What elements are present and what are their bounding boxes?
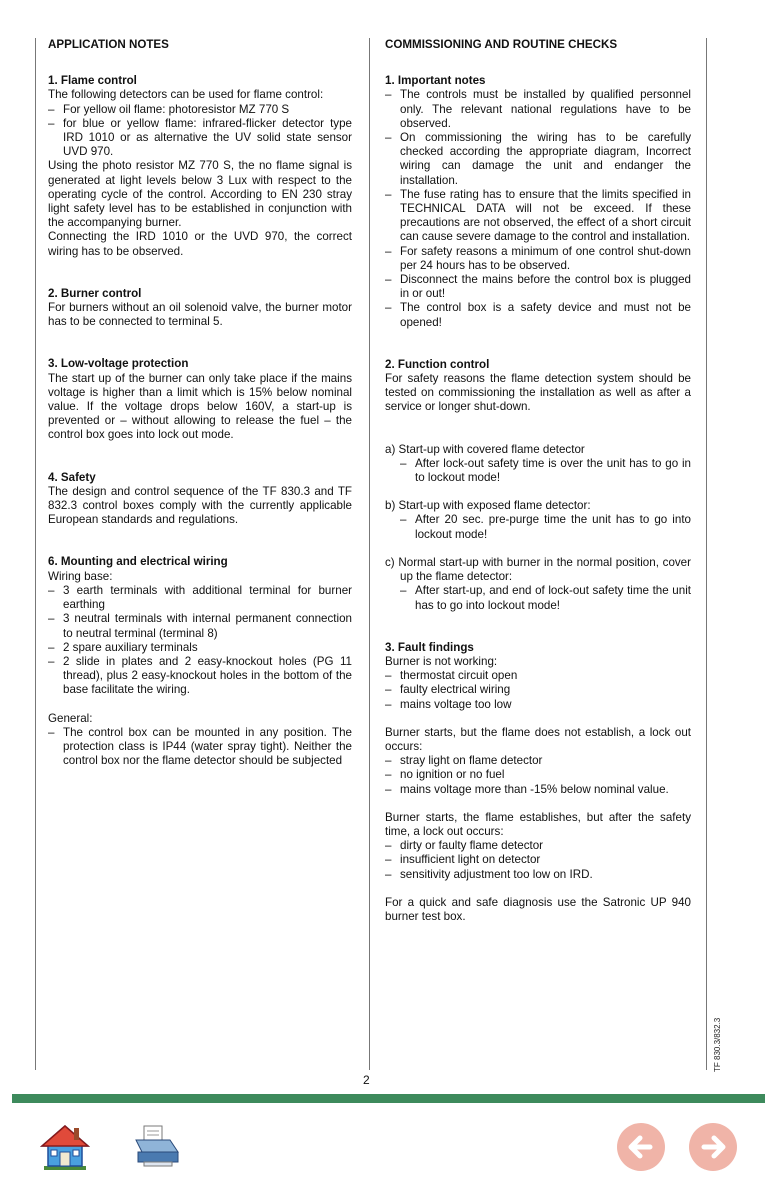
application-notes-heading: APPLICATION NOTES <box>48 38 169 51</box>
paragraph: Using the photo resistor MZ 770 S, the no flame signal is generated at light levels below 3 Lux with respect to the operating cycle of the control. According to EN 230 stray light safety level has to be established in conjunction with the accompanying burner. <box>48 159 352 230</box>
section-title: 4. Safety <box>48 470 96 484</box>
list-item: – For yellow oil flame: photoresistor MZ 770 S <box>48 103 352 117</box>
commissioning-column <box>385 38 691 952</box>
list-item: – The fuse rating has to ensure that the limits specified in TECHNICAL DATA will not be exceed. If these precautions are not observed, the effect of a short circuit can cause severe damage to the control and installation. <box>385 188 691 245</box>
paragraph: Burner is not working: <box>385 654 498 668</box>
important-notes-section <box>385 74 691 330</box>
list-item: – On commissioning the wiring has to be carefully checked according the appropriate diagram, Incorrect wiring can damage the unit and endanger the installation. <box>385 131 691 188</box>
mounting-section <box>48 555 352 768</box>
list-item: – 3 earth terminals with additional terminal for burner earthing <box>48 584 352 612</box>
paragraph: Burner starts, the flame establishes, but after the safety time, a lock out occurs: <box>385 810 691 838</box>
list-item: – dirty or faulty flame detector <box>385 839 691 853</box>
list-item: – stray light on flame detector <box>385 754 691 768</box>
step-label: c) Normal start-up with burner in the normal position, cover up the flame detector: <box>385 555 691 584</box>
function-control-section <box>385 358 691 613</box>
paragraph: Wiring base: <box>48 569 113 583</box>
step-label: b) Start-up with exposed flame detector: <box>385 499 591 513</box>
list-item: – mains voltage more than -15% below nominal value. <box>385 783 691 797</box>
section-title: 2. Burner control <box>48 286 142 300</box>
list-item: – The controls must be installed by qualified personnel only. The relevant national regulations have to be observed. <box>385 88 691 131</box>
arrow-right-icon[interactable] <box>688 1122 738 1172</box>
section-title: 1. Important notes <box>385 74 486 88</box>
safety-section <box>48 471 352 528</box>
paragraph: The start up of the burner can only take place if the mains voltage is higher than a limit which is 15% below nominal value. If the voltage drops below 160V, a start-up is prevented or – without allowing to release the fuel – the control box goes into lock out mode. <box>48 371 352 442</box>
list-item: – thermostat circuit open <box>385 669 691 683</box>
list-item: – The control box is a safety device and must not be opened! <box>385 301 691 329</box>
left-margin-rule <box>35 38 36 1070</box>
paragraph: General: <box>48 711 93 725</box>
list-item: – 2 slide in plates and 2 easy-knockout holes (PG 11 thread), plus 2 easy-knockout holes in the bottom of the base facilitate the wiring. <box>48 655 352 698</box>
list-item: – sensitivity adjustment too low on IRD. <box>385 868 691 882</box>
list-item: – 3 neutral terminals with internal permanent connection to neutral terminal (terminal 8) <box>48 612 352 640</box>
list-item: – The control box can be mounted in any position. The protection class is IP44 (water spray tight). Neither the control box nor the flame detector should be subjected <box>48 726 352 769</box>
section-title: 3. Low-voltage protection <box>48 357 189 371</box>
list-item: – no ignition or no fuel <box>385 768 691 782</box>
list-item: – faulty electrical wiring <box>385 683 691 697</box>
fault-findings-section <box>385 641 691 924</box>
paragraph: For a quick and safe diagnosis use the Satronic UP 940 burner test box. <box>385 895 691 923</box>
home-icon[interactable] <box>40 1122 90 1172</box>
paragraph: For safety reasons the flame detection system should be tested on commissioning the installation as well as after a service or longer shut-down. <box>385 372 691 414</box>
list-item: – After lock-out safety time is over the unit has to go in to lockout mode! <box>400 457 691 485</box>
burner-control-section <box>48 287 352 330</box>
list-item: – After start-up, and end of lock-out safety time the unit has to go into lockout mode! <box>400 584 691 612</box>
section-title: 6. Mounting and electrical wiring <box>48 555 228 569</box>
document-code: TF 830.3/832.3 <box>713 1017 722 1072</box>
application-notes-column <box>48 38 352 796</box>
arrow-left-icon[interactable] <box>616 1122 666 1172</box>
list-item: – After 20 sec. pre-purge time the unit has to go into lockout mode! <box>400 513 691 541</box>
section-title: 1. Flame control <box>48 74 137 88</box>
step-label: a) Start-up with covered flame detector <box>385 442 585 456</box>
section-title: 2. Function control <box>385 357 490 371</box>
footer-bar <box>12 1094 765 1103</box>
printer-icon[interactable] <box>130 1122 180 1172</box>
page-number: 2 <box>363 1073 370 1087</box>
list-item: – Disconnect the mains before the control box is plugged in or out! <box>385 273 691 301</box>
commissioning-heading: COMMISSIONING AND ROUTINE CHECKS <box>385 38 618 51</box>
right-margin-rule <box>706 38 707 1070</box>
paragraph: Connecting the IRD 1010 or the UVD 970, the correct wiring has to be observed. <box>48 230 352 258</box>
list-item: – For safety reasons a minimum of one control shut-down per 24 hours has to be observed. <box>385 245 691 273</box>
paragraph: The design and control sequence of the TF 830.3 and TF 832.3 control boxes comply with the currently applicable European standards and regulations. <box>48 484 352 527</box>
paragraph: Burner starts, but the flame does not establish, a lock out occurs: <box>385 725 691 753</box>
column-divider <box>369 38 370 1070</box>
list-item: – for blue or yellow flame: infrared-flicker detector type IRD 1010 or as alternative the UV solid state sensor UVD 970. <box>48 117 352 160</box>
paragraph: For burners without an oil solenoid valve, the burner motor has to be connected to terminal 5. <box>48 301 352 329</box>
list-item: – mains voltage too low <box>385 698 691 712</box>
section-title: 3. Fault findings <box>385 640 474 654</box>
paragraph: The following detectors can be used for flame control: <box>48 88 324 102</box>
flame-control-section <box>48 74 352 259</box>
list-item: – 2 spare auxiliary terminals <box>48 641 352 655</box>
low-voltage-section <box>48 357 352 442</box>
list-item: – insufficient light on detector <box>385 853 691 867</box>
